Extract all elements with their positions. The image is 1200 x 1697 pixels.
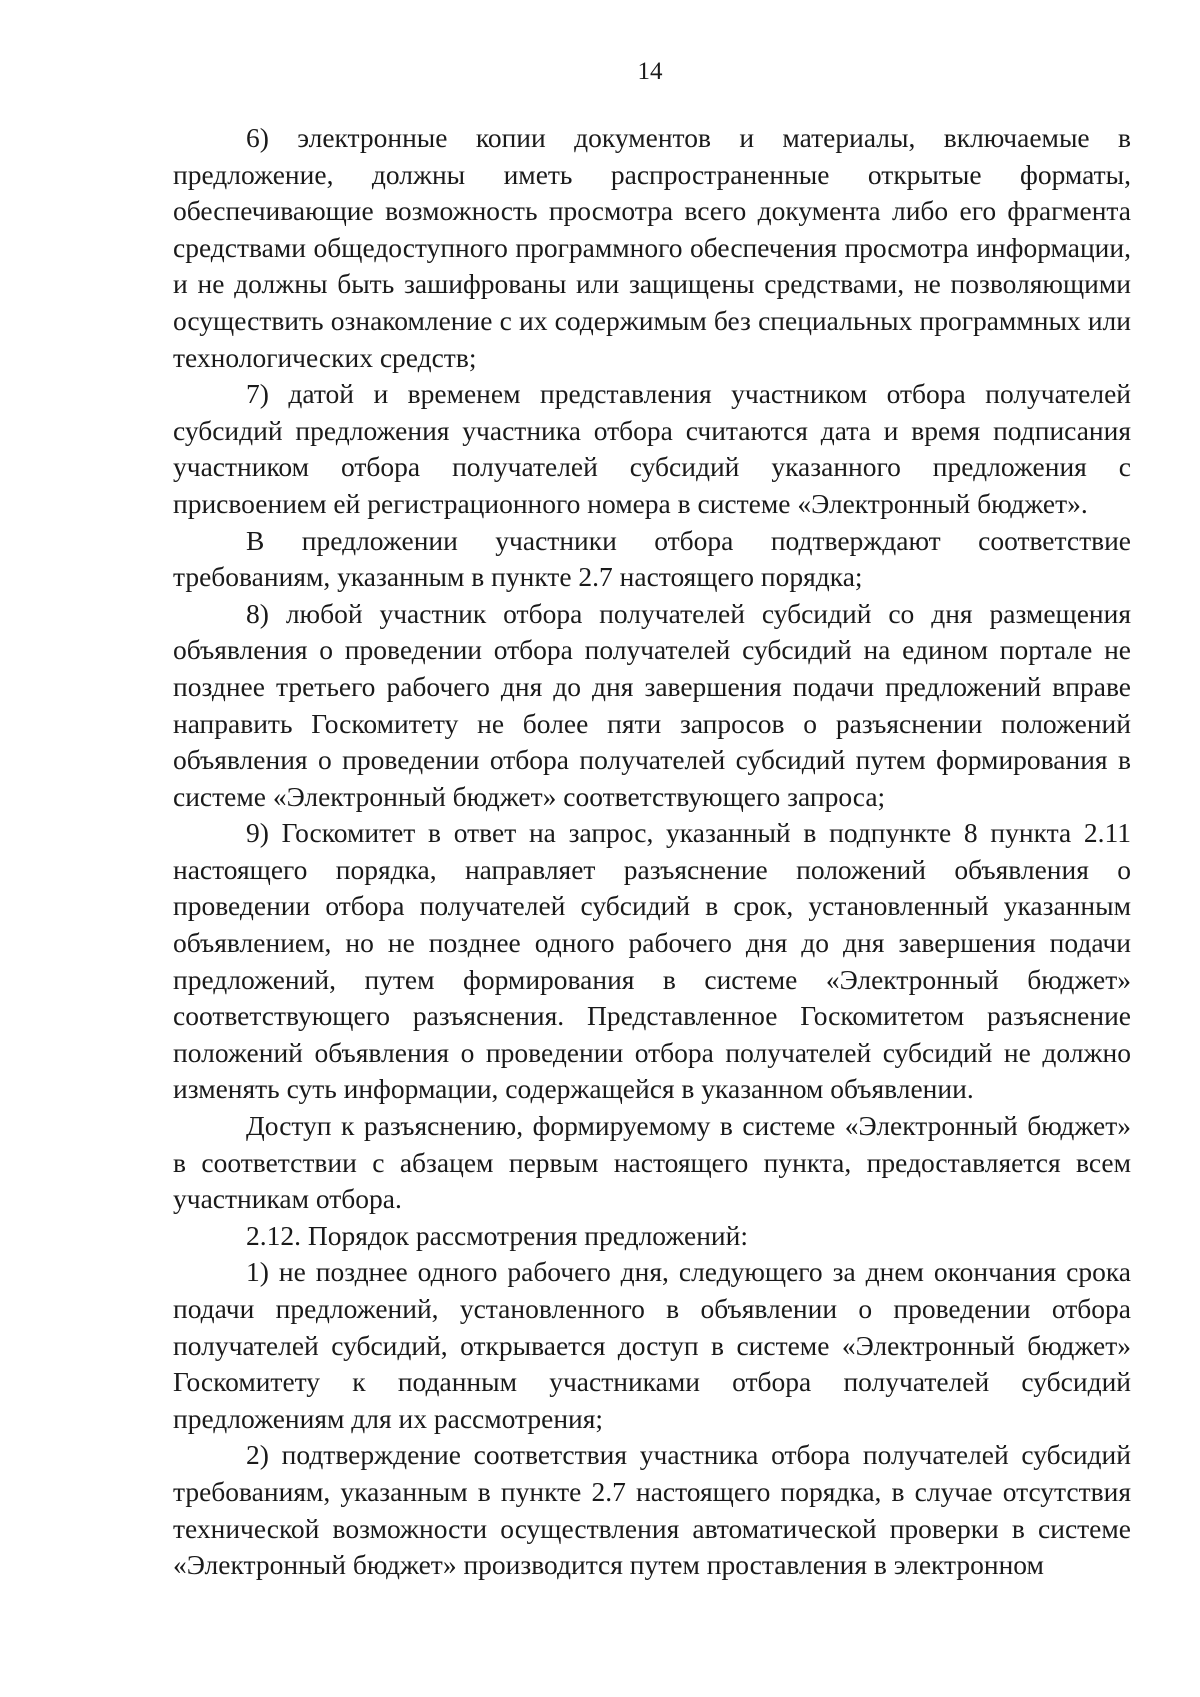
paragraph-item-6: 6) электронные копии документов и материалы, включаемые в предложение, должны иметь распространенные открытые форматы, обеспечивающие возможность просмотра всего документа либо его фрагмента средствами общедоступного программного обеспечения просмотра информации, и не должны быть зашифрованы или защищены средствами, не позволяющими осуществить ознакомление с их содержимым без специальных программных или технологических средств;: [173, 122, 1131, 373]
paragraph-2-12-item-2: 2) подтверждение соответствия участника отбора получателей субсидий требованиям, указанным в пункте 2.7 настоящего порядка, в случае отсутствия технической возможности осуществления автоматической проверки в системе «Электронный бюджет» производится путем проставления в электронном: [173, 1439, 1131, 1581]
paragraph-item-9: 9) Госкомитет в ответ на запрос, указанный в подпункте 8 пункта 2.11 настоящего порядка, направляет разъяснение положений объявления о проведении отбора получателей субсидий в срок, установленный указанным объявлением, но не позднее одного рабочего дня до дня завершения подачи предложений, путем формирования в системе «Электронный бюджет» соответствующего разъяснения. Представленное Госкомитетом разъяснение положений объявления о проведении отбора получателей субсидий не должно изменять суть информации, содержащейся в указанном объявлении.: [173, 817, 1131, 1105]
paragraph-item-7: 7) датой и временем представления участником отбора получателей субсидий предложения участника отбора считаются дата и время подписания участником отбора получателей субсидий указанного предложения с присвоением ей регистрационного номера в системе «Электронный бюджет».: [173, 378, 1131, 519]
paragraph-access-note: Доступ к разъяснению, формируемому в системе «Электронный бюджет» в соответствии с абзацем первым настоящего пункта, предоставляется всем участникам отбора.: [173, 1110, 1131, 1215]
document-body: [173, 120, 1131, 1584]
paragraph-2-12-item-1: 1) не позднее одного рабочего дня, следующего за днем окончания срока подачи предложений, установленного в объявлении о проведении отбора получателей субсидий, открывается доступ в системе «Электронный бюджет» Госкомитету к поданным участниками отбора получателей субсидий предложениям для их рассмотрения;: [173, 1256, 1131, 1434]
paragraph-item-8: 8) любой участник отбора получателей субсидий со дня размещения объявления о проведении отбора получателей субсидий на едином портале не позднее третьего рабочего дня до дня завершения подачи предложений вправе направить Госкомитету не более пяти запросов о разъяснении положений объявления о проведении отбора получателей субсидий путем формирования в системе «Электронный бюджет» соответствующего запроса;: [173, 597, 1131, 812]
section-heading-2-12: 2.12. Порядок рассмотрения предложений:: [246, 1219, 749, 1251]
paragraph-item-7-note: В предложении участники отбора подтверждают соответствие требованиям, указанным в пункте 2.7 настоящего порядка;: [173, 524, 1131, 593]
page-number: 14: [637, 58, 663, 85]
